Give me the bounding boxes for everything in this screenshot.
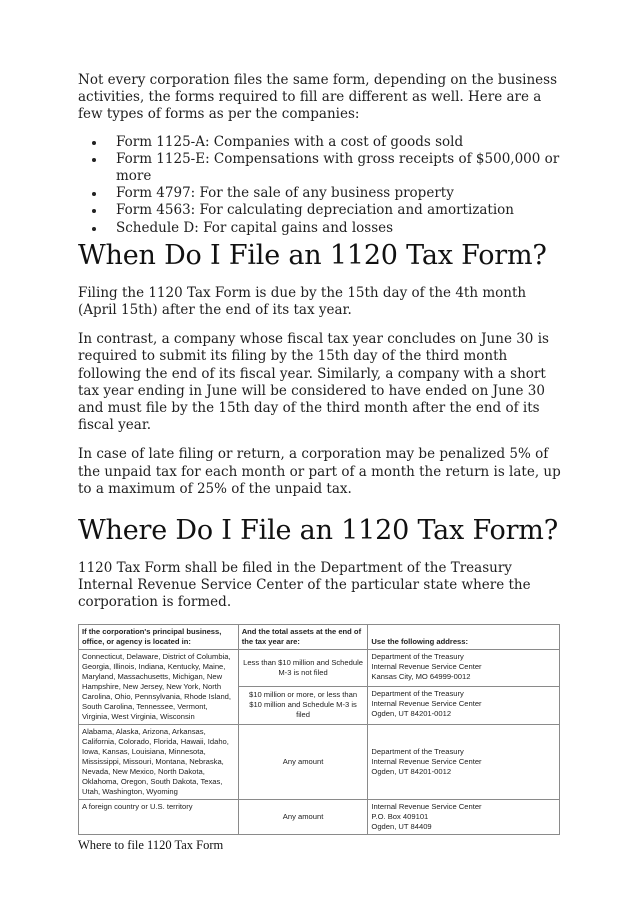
address-cell: Department of the Treasury Internal Revenue Service Center Ogden, UT 84201-0012 (368, 687, 560, 725)
assets-cell: Less than $10 million and Schedule M-3 is not filed (238, 649, 368, 687)
when-paragraph-1: Filing the 1120 Tax Form is due by the 15th day of the 4th month (April 15th) after the end of its tax year. (78, 284, 527, 319)
where-paragraph: 1120 Tax Form shall be filed in the Department of the Treasury Internal Revenue Service Center of the particular state where the corporation is formed. (78, 560, 531, 611)
when-heading: When Do I File an 1120 Tax Form? (78, 239, 547, 271)
list-item: Schedule D: For capital gains and losses (116, 220, 566, 237)
assets-cell: Any amount (238, 724, 368, 799)
assets-cell: Any amount (238, 799, 368, 834)
where-heading: Where Do I File an 1120 Tax Form? (78, 515, 558, 547)
states-group-1: Connecticut, Delaware, District of Columbia, Georgia, Illinois, Indiana, Kentucky, Maine, Maryland, Massachusetts, Michigan, New Hampshire, New Jersey, New York, North Carolina, Ohio, Pennsylvania, Rhode Island, South Carolina, Tennessee, Vermont, Virginia, West Virginia, Wisconsin (79, 649, 239, 724)
header-address: Use the following address: (368, 624, 560, 649)
table-caption: Where to file 1120 Tax Form (78, 837, 224, 852)
table-header-row (79, 624, 560, 649)
address-cell: Internal Revenue Service Center P.O. Box 409101 Ogden, UT 84409 (368, 799, 560, 834)
address-cell: Department of the Treasury Internal Revenue Service Center Kansas City, MO 64999-0012 (368, 649, 560, 687)
when-paragraph-2: In contrast, a company whose fiscal tax year concludes on June 30 is required to submit its filing by the 15th day of the third month following the end of its fiscal year. Similarly, a company with a short tax year ending in June will be considered to have ended on June 30 and must file by the 15th day of the third month after the end of its fiscal year. (78, 331, 549, 434)
list-item: Form 1125-A: Companies with a cost of goods sold (116, 134, 566, 151)
table-row (79, 724, 560, 799)
address-cell: Department of the Treasury Internal Revenue Service Center Ogden, UT 84201-0012 (368, 724, 560, 799)
list-item: Form 4797: For the sale of any business property (116, 185, 566, 202)
table-row (79, 799, 560, 834)
intro-paragraph: Not every corporation files the same form, depending on the business activities, the forms required to fill are different as well. Here are a few types of forms as per the companies: (78, 72, 558, 123)
list-item: Form 1125-E: Compensations with gross receipts of $500,000 or more (116, 151, 566, 185)
assets-cell: $10 million or more, or less than $10 million and Schedule M-3 is filed (238, 687, 368, 725)
filing-address-table (78, 624, 560, 835)
forms-list (78, 134, 566, 237)
list-item: Form 4563: For calculating depreciation and amortization (116, 202, 566, 219)
states-group-2: Alabama, Alaska, Arizona, Arkansas, California, Colorado, Florida, Hawaii, Idaho, Iowa, Kansas, Louisiana, Minnesota, Mississippi, Missouri, Montana, Nebraska, Nevada, New Mexico, North Dakota, Oklahoma, Oregon, South Dakota, Texas, Utah, Washington, Wyoming (79, 724, 239, 799)
table-row (79, 649, 560, 687)
states-group-3: A foreign country or U.S. territory (79, 799, 239, 834)
header-location: If the corporation's principal business, office, or agency is located in: (79, 624, 239, 649)
when-paragraph-3: In case of late filing or return, a corporation may be penalized 5% of the unpaid tax for each month or part of a month the return is late, up to a maximum of 25% of the unpaid tax. (78, 446, 561, 497)
header-assets: And the total assets at the end of the tax year are: (238, 624, 368, 649)
